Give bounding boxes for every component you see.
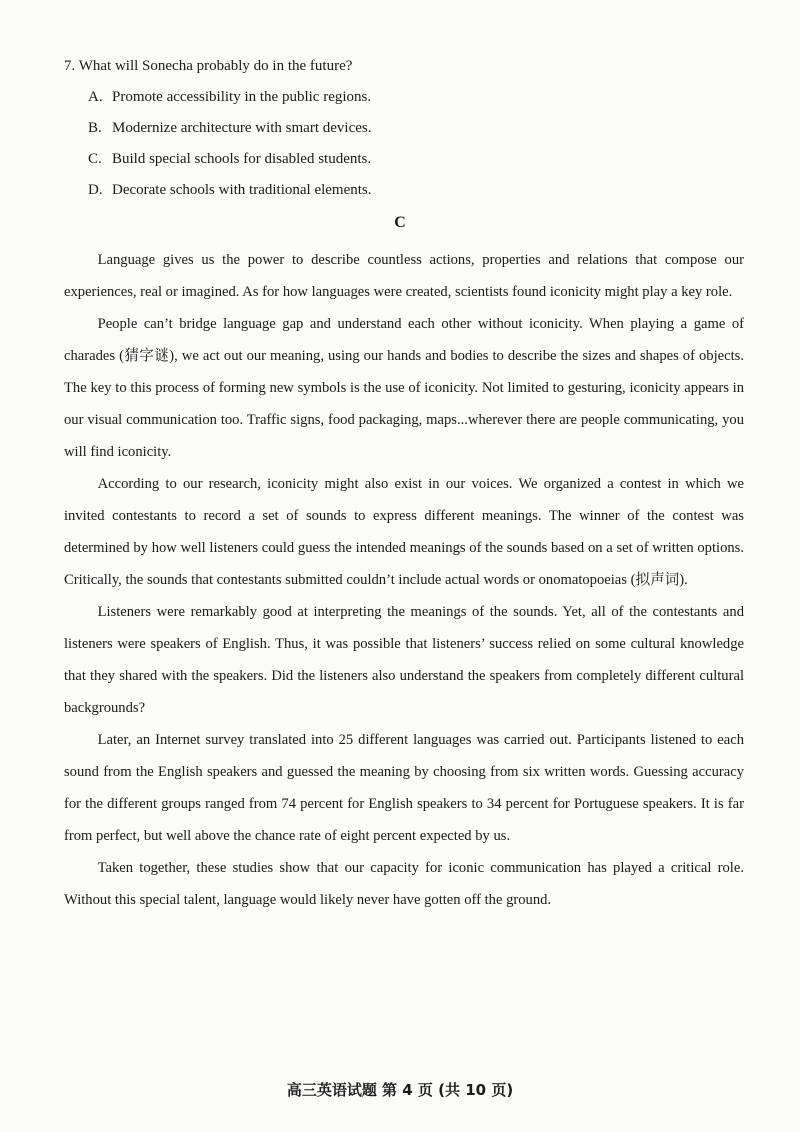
option-letter: C. bbox=[88, 151, 102, 167]
passage-paragraph: Taken together, these studies show that our capacity for iconic communication has played a critical role. Without this special talent, language would likely never have gotten off the ground. bbox=[64, 860, 744, 908]
option-text: Build special schools for disabled students. bbox=[112, 151, 372, 167]
option-text: Promote accessibility in the public regions. bbox=[112, 89, 372, 105]
question-stem: 7. What will Sonecha probably do in the future? bbox=[64, 58, 353, 74]
passage-paragraph: People can’t bridge language gap and understand each other without iconicity. When playing a game of charades (猜字谜), we act out our meaning, using our hands and bodies to describe the sizes and shapes of objects. The key to this process of forming new symbols is the use of iconicity. Not limited to gesturing, iconicity appears in our visual communication too. Traffic signs, food packaging, maps...wherever there are people communicating, you will find iconicity. bbox=[64, 316, 744, 460]
section-heading: C bbox=[394, 214, 406, 231]
option-d bbox=[64, 180, 764, 211]
question-7 bbox=[64, 56, 764, 211]
option-letter: A. bbox=[88, 89, 103, 105]
option-letter: D. bbox=[88, 182, 103, 198]
reading-passage bbox=[64, 244, 744, 916]
passage-paragraph: Later, an Internet survey translated into 25 different languages was carried out. Participants listened to each sound from the English speakers and guessed the meaning by choosing from six written words. Guessing accuracy for the different groups ranged from 74 percent for English speakers to 34 percent for Portuguese speakers. It is far from perfect, but well above the chance rate of eight percent expected by us. bbox=[64, 732, 744, 844]
passage-paragraph: Listeners were remarkably good at interpreting the meanings of the sounds. Yet, all of the contestants and listeners were speakers of English. Thus, it was possible that listeners’ success relied on some cultural knowledge that they shared with the speakers. Did the listeners also understand the speakers from completely different cultural backgrounds? bbox=[64, 604, 744, 716]
option-text: Modernize architecture with smart devices. bbox=[112, 120, 372, 136]
option-letter: B. bbox=[88, 120, 102, 136]
page-footer: 高三英语试题 第 4 页 (共 10 页) bbox=[286, 1081, 514, 1099]
option-a bbox=[64, 87, 764, 118]
option-text: Decorate schools with traditional elements. bbox=[112, 182, 372, 198]
option-c bbox=[64, 149, 764, 180]
passage-paragraph: Language gives us the power to describe countless actions, properties and relations that compose our experiences, real or imagined. As for how languages were created, scientists found iconicity might play a key role. bbox=[64, 252, 744, 300]
option-b bbox=[64, 118, 764, 149]
passage-paragraph: According to our research, iconicity might also exist in our voices. We organized a contest in which we invited contestants to record a set of sounds to express different meanings. The winner of the contest was determined by how well listeners could guess the intended meanings of the sounds based on a set of written options. Critically, the sounds that contestants submitted couldn’t include actual words or onomatopoeias (拟声词). bbox=[64, 476, 744, 588]
